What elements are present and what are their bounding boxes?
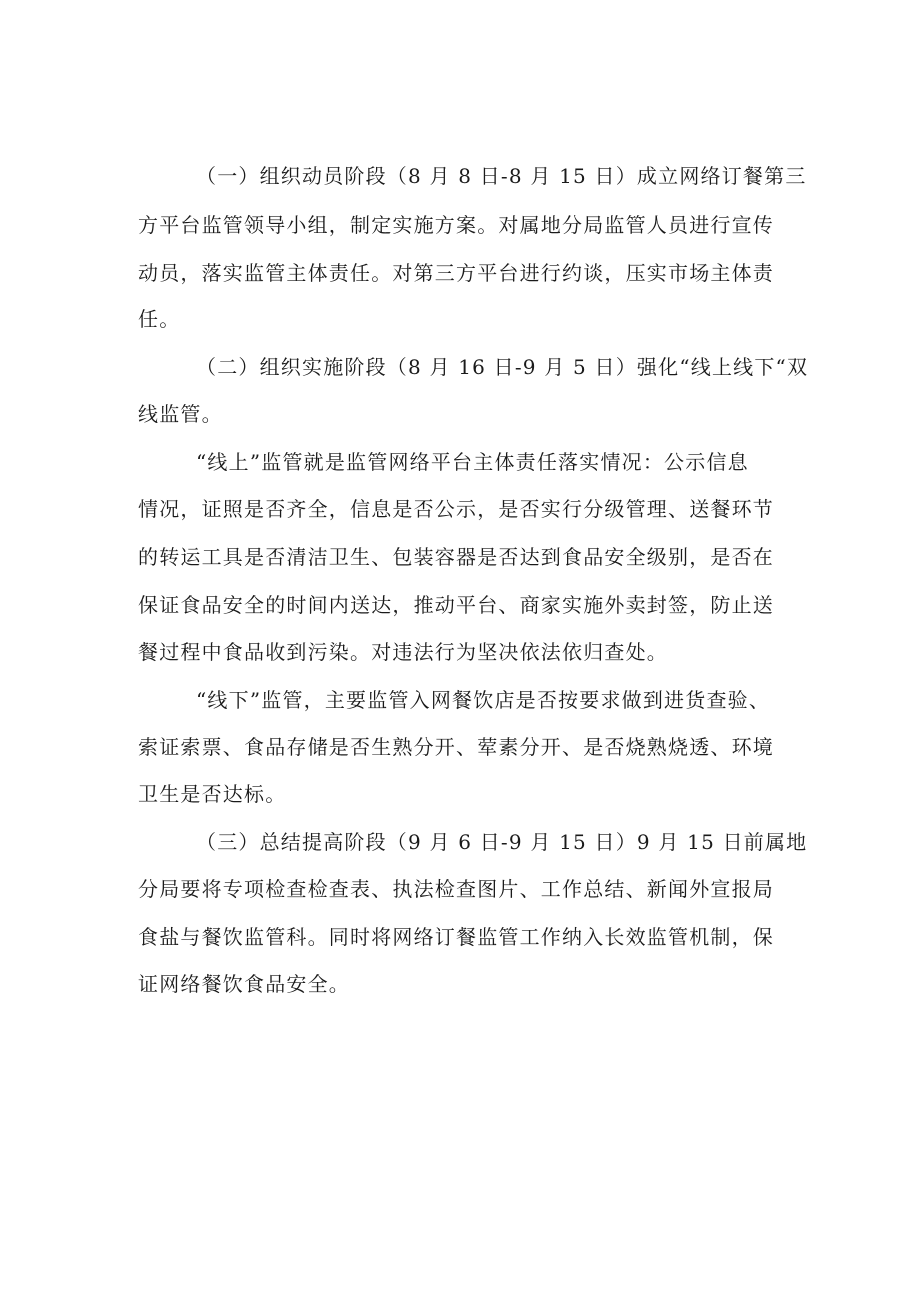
paragraph-4-line-2: 索证索票、食品存储是否生熟分开、荤素分开、是否烧熟烧透、环境 [138, 735, 774, 759]
paragraph-3-line-5: 餐过程中食品收到污染。对违法行为坚决依法依归查处。 [138, 640, 668, 664]
paragraph-3-line-3: 的转运工具是否清洁卫生、包装容器是否达到食品安全级别，是否在 [138, 545, 774, 569]
paragraph-4-line-1: “线下”监管，主要监管入网餐饮店是否按要求做到进货查验、 [196, 688, 771, 712]
paragraph-1-line-2: 方平台监管领导小组，制定实施方案。对属地分局监管人员进行宣传 [138, 213, 774, 237]
paragraph-3-line-1: “线上”监管就是监管网络平台主体责任落实情况：公示信息 [196, 450, 749, 474]
paragraph-5-line-4: 证网络餐饮食品安全。 [138, 972, 350, 996]
paragraph-4-line-3: 卫生是否达标。 [138, 782, 287, 806]
paragraph-5-line-2: 分局要将专项检查检查表、执法检查图片、工作总结、新闻外宣报局 [138, 877, 774, 901]
paragraph-1-line-1: （一）组织动员阶段（8 月 8 日-8 月 15 日）成立网络订餐第三 [196, 164, 807, 188]
paragraph-1-line-4: 任。 [138, 307, 181, 331]
paragraph-2-line-1: （二）组织实施阶段（8 月 16 日-9 月 5 日）强化“线上线下“双 [196, 355, 809, 379]
paragraph-1-line-3: 动员，落实监管主体责任。对第三方平台进行约谈，压实市场主体责 [138, 261, 774, 285]
paragraph-3-line-2: 情况，证照是否齐全，信息是否公示，是否实行分级管理、送餐环节 [138, 497, 774, 521]
paragraph-5-line-1: （三）总结提高阶段（9 月 6 日-9 月 15 日）9 月 15 日前属地 [196, 830, 808, 854]
paragraph-2-line-2: 线监管。 [138, 402, 223, 426]
paragraph-5-line-3: 食盐与餐饮监管科。同时将网络订餐监管工作纳入长效监管机制，保 [138, 925, 774, 949]
paragraph-3-line-4: 保证食品安全的时间内送达，推动平台、商家实施外卖封签，防止送 [138, 593, 774, 617]
